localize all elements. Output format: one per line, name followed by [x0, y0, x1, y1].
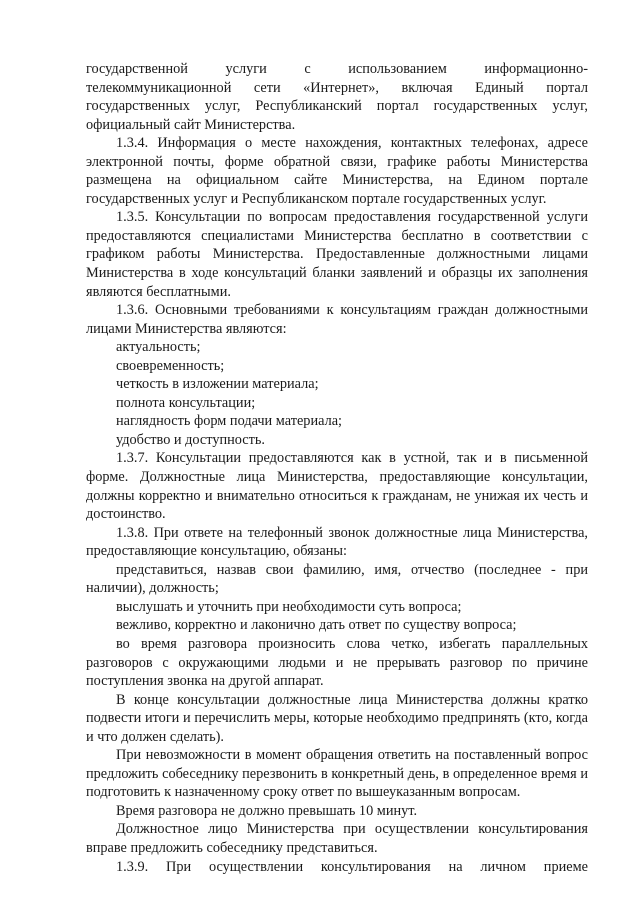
paragraph-1-3-4: 1.3.4. Информация о месте нахождения, контактных телефонах, адресе электронной почты, форме обратной связи, графике работы Министерства размещена на официальном сайте Министерства, на Едином портале государственных услуг и Республиканском портале государственных услуг. — [86, 135, 588, 207]
list-item-timeliness: своевременность; — [116, 357, 225, 374]
paragraph-summary: В конце консультации должностные лица Министерства должны кратко подвести итоги и перечислить меры, которые необходимо предпринять (кто, когда и что должен сделать). — [86, 691, 588, 745]
list-item-convenience: удобство и доступность. — [116, 431, 265, 448]
duty-speak-clearly: во время разговора произносить слова четко, избегать параллельных разговоров с окружающими людьми и не прерывать разговор по причине поступления звонка на другой аппарат. — [86, 635, 588, 690]
duty-listen: выслушать и уточнить при необходимости суть вопроса; — [116, 598, 462, 615]
paragraph-0: государственной услуги с использованием информационно-телекоммуникационной сети «Интернет», включая Единый портал государственных услуг, Республиканский портал государственных услуг, официальный сайт Министерства. — [86, 61, 588, 133]
list-item-relevance: актуальность; — [116, 339, 201, 356]
duty-answer: вежливо, корректно и лаконично дать ответ по существу вопроса; — [116, 617, 517, 634]
paragraph-time-limit: Время разговора не должно превышать 10 минут. — [116, 802, 418, 819]
paragraph-1-3-6: 1.3.6. Основными требованиями к консультациям граждан должностными лицами Министерства являются: — [86, 302, 588, 337]
paragraph-1-3-5: 1.3.5. Консультации по вопросам предоставления государственной услуги предоставляются специалистами Министерства бесплатно в соответствии с графиком работы Министерства. Предоставленные должностными лицами Министерства в ходе консультаций бланки заявлений и образцы их заполнения являются бесплатными. — [86, 209, 588, 300]
paragraph-1-3-8: 1.3.8. При ответе на телефонный звонок должностные лица Министерства, предоставляющие консультацию, обязаны: — [86, 524, 588, 560]
duty-introduce: представиться, назвав свои фамилию, имя, отчество (последнее - при наличии), должность; — [86, 561, 588, 597]
paragraph-1-3-7: 1.3.7. Консультации предоставляются как в устной, так и в письменной форме. Должностные лица Министерства, предоставляющие консультации, должны корректно и внимательно относиться к гражданам, не унижая их честь и достоинство. — [86, 450, 588, 523]
list-item-clarity: четкость в изложении материала; — [116, 376, 319, 393]
list-item-completeness: полнота консультации; — [116, 394, 256, 411]
paragraph-callback: При невозможности в момент обращения ответить на поставленный вопрос предложить собеседнику перезвонить в конкретный день, в определенное время и подготовить к назначенному сроку ответ по вышеуказанным вопросам. — [86, 747, 588, 801]
paragraph-1-3-9: 1.3.9. При осуществлении консультирования на личном приеме — [116, 858, 588, 875]
paragraph-introduce-request: Должностное лицо Министерства при осуществлении консультирования вправе предложить собеседнику представиться. — [86, 821, 588, 856]
document-body — [86, 60, 588, 876]
list-item-visual-forms: наглядность форм подачи материала; — [116, 413, 343, 430]
